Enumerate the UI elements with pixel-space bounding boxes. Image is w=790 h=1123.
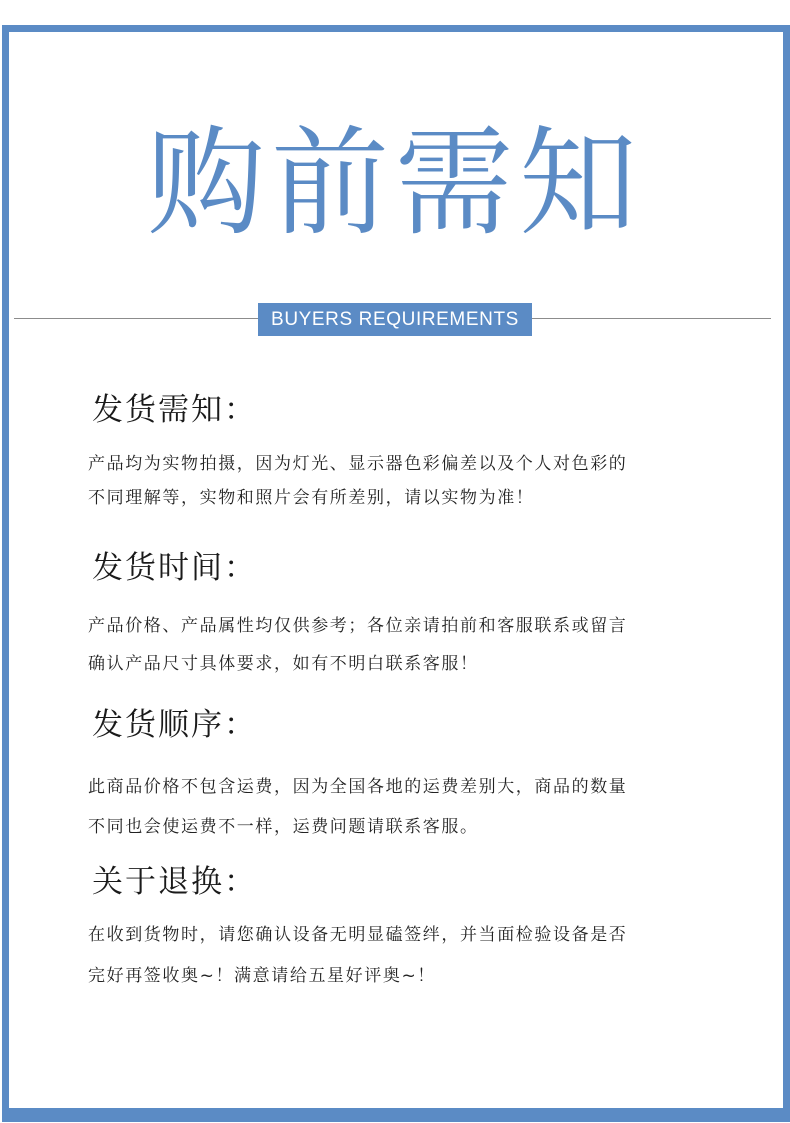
section-text-line: 不同也会使运费不一样，运费问题请联系客服。 [88, 817, 479, 837]
section-text-line: 产品价格、产品属性均仅供参考；各位亲请拍前和客服联系或留言 [88, 616, 628, 636]
section-text-line: 产品均为实物拍摄，因为灯光、显示器色彩偏差以及个人对色彩的 [88, 454, 628, 474]
section-heading-shipping-notice: 发货需知： [92, 392, 257, 428]
section-heading-shipping-order: 发货顺序： [92, 707, 257, 743]
section-text-line: 在收到货物时，请您确认设备无明显磕签绊，并当面检验设备是否 [88, 925, 628, 945]
section-text-line: 确认产品尺寸具体要求，如有不明白联系客服！ [88, 654, 479, 674]
page-title: 购前需知 [146, 114, 643, 252]
section-text-line: 此商品价格不包含运费，因为全国各地的运费差别大，商品的数量 [88, 777, 628, 797]
section-text-line: 不同理解等，实物和照片会有所差别，请以实物为准！ [88, 488, 535, 508]
subtitle-badge: BUYERS REQUIREMENTS [258, 303, 532, 336]
section-text-line: 完好再签收奥~！满意请给五星好评奥~！ [88, 966, 436, 986]
section-heading-shipping-time: 发货时间： [92, 550, 257, 586]
section-heading-returns: 关于退换： [92, 864, 257, 900]
